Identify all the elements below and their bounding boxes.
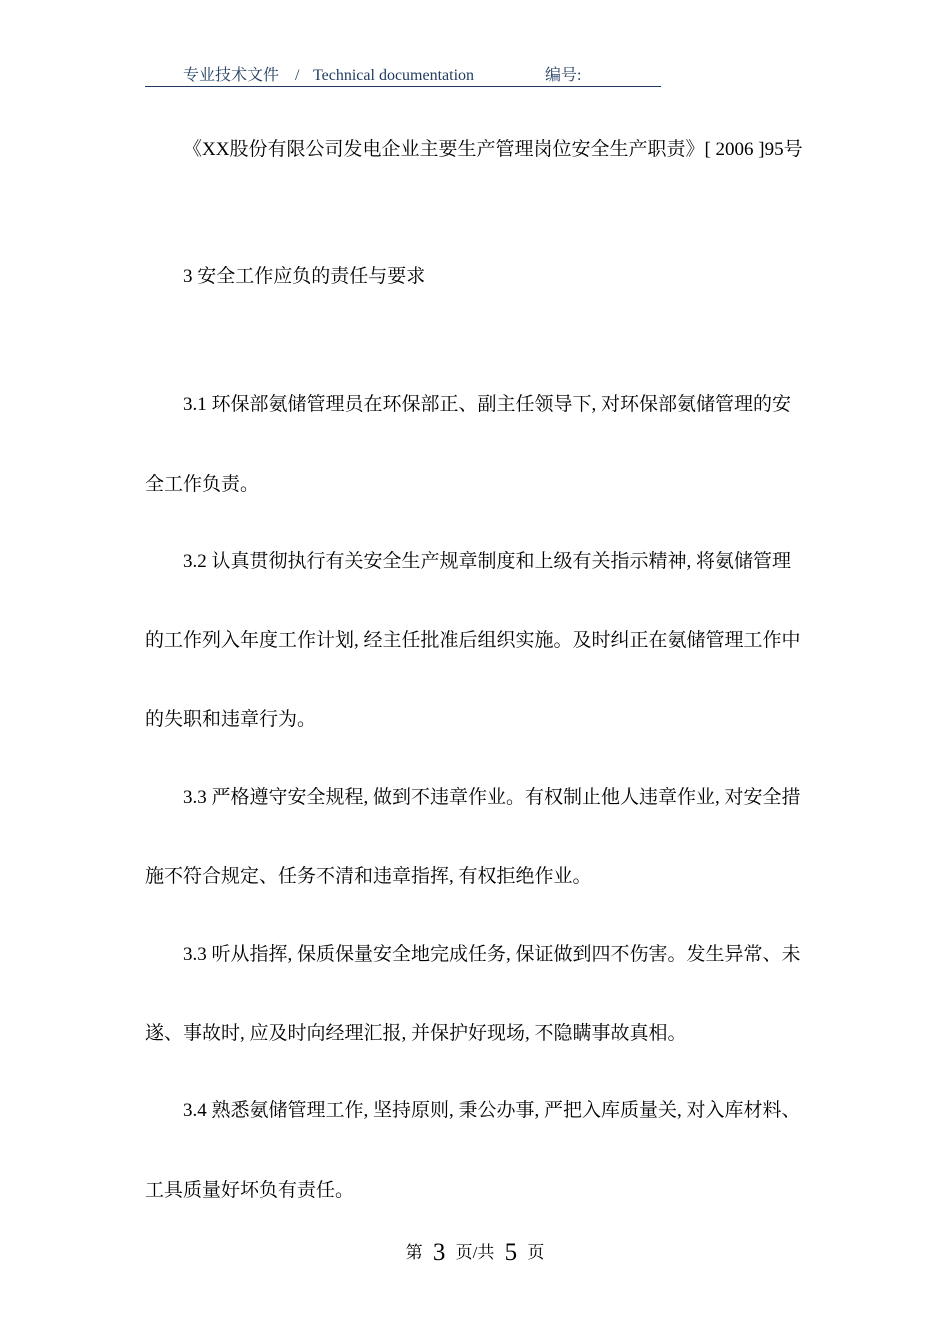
paragraph-3-3b-line-2: 遂、事故时, 应及时向经理汇报, 并保护好现场, 不隐瞒事故真相。 xyxy=(145,1023,687,1044)
paragraph-3-2-line-3: 的失职和违章行为。 xyxy=(145,709,317,730)
footer-page-middle: 页/共 xyxy=(455,1243,495,1262)
paragraph-3-3a-line-2: 施不符合规定、任务不清和违章指挥, 有权拒绝作业。 xyxy=(145,866,592,887)
paragraph-3-4-line-1: 3.4 熟悉氨储管理工作, 坚持原则, 秉公办事, 严把入库质量关, 对入库材料、 xyxy=(183,1100,801,1121)
footer-page-prefix: 第 xyxy=(405,1243,423,1262)
paragraph-3-1-line-2: 全工作负责。 xyxy=(145,474,260,495)
footer-total-pages: 5 xyxy=(504,1239,518,1266)
section-title: 3 安全工作应负的责任与要求 xyxy=(183,266,426,287)
paragraph-3-1-line-1: 3.1 环保部氨储管理员在环保部正、副主任领导下, 对环保部氨储管理的安 xyxy=(183,394,792,415)
footer-page-suffix: 页 xyxy=(527,1243,545,1262)
paragraph-3-2-line-1: 3.2 认真贯彻执行有关安全生产规章制度和上级有关指示精神, 将氨储管理 xyxy=(183,551,792,572)
header-doc-type: 专业技术文件 xyxy=(183,67,280,84)
footer-current-page: 3 xyxy=(432,1239,446,1266)
reference-line: 《XX股份有限公司发电企业主要生产管理岗位安全生产职责》[ 2006 ]95号 xyxy=(183,139,803,160)
page-header xyxy=(145,66,661,87)
header-number-label: 编号: xyxy=(545,67,582,84)
header-doc-type-en: Technical documentation xyxy=(313,67,475,84)
paragraph-3-4-line-2: 工具质量好坏负有责任。 xyxy=(145,1180,355,1201)
page-footer xyxy=(0,1236,950,1270)
header-separator: / xyxy=(295,67,300,84)
paragraph-3-3a-line-1: 3.3 严格遵守安全规程, 做到不违章作业。有权制止他人违章作业, 对安全措 xyxy=(183,787,801,808)
paragraph-3-3b-line-1: 3.3 听从指挥, 保质保量安全地完成任务, 保证做到四不伤害。发生异常、未 xyxy=(183,944,801,965)
paragraph-3-2-line-2: 的工作列入年度工作计划, 经主任批准后组织实施。及时纠正在氨储管理工作中 xyxy=(145,630,801,651)
